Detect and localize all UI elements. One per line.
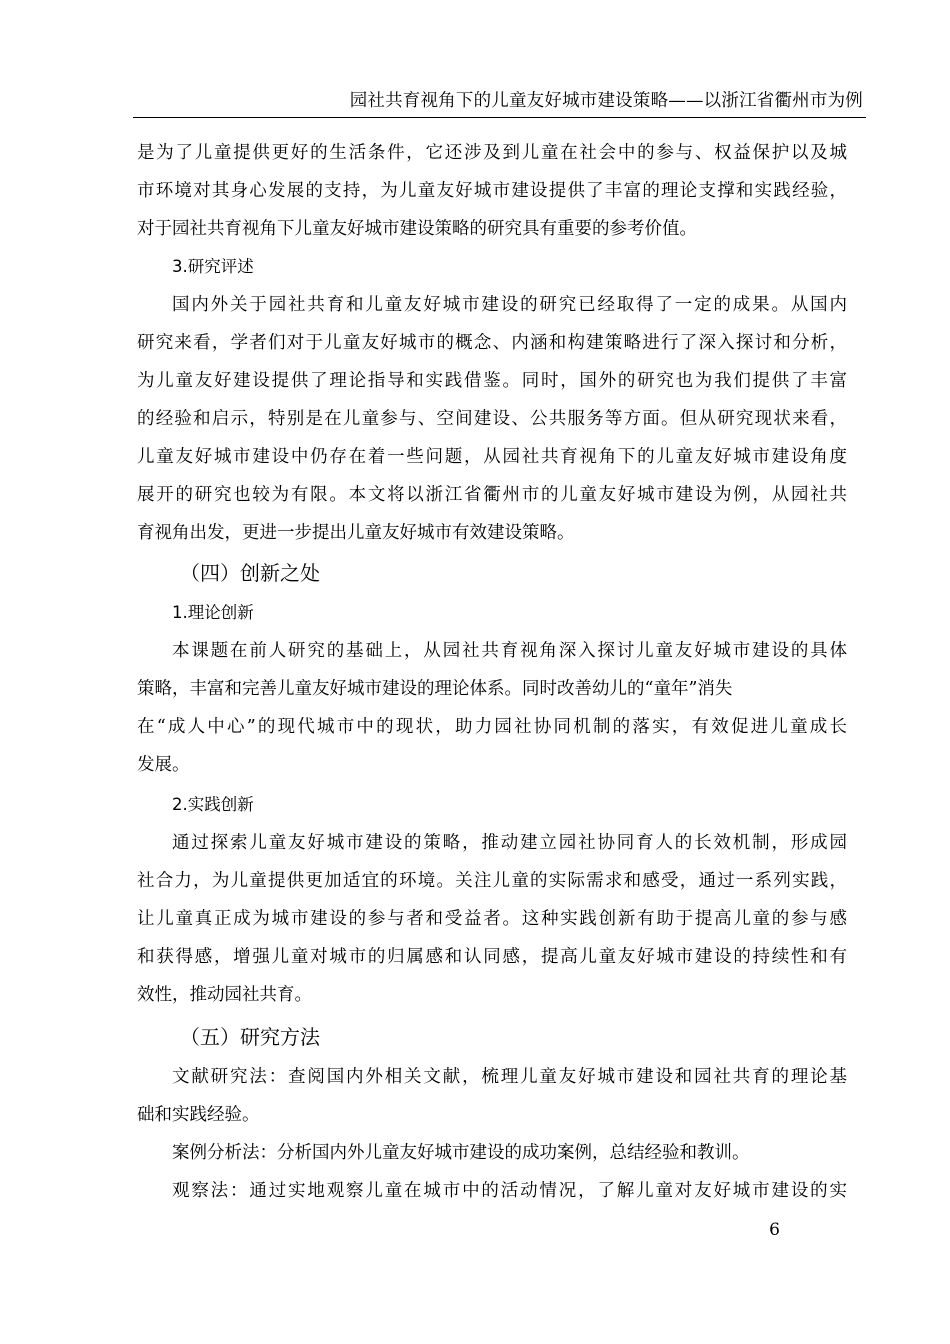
body-line: 在“成人中心”的现代城市中的现状，助力园社协同机制的落实，有效促进儿童成长: [137, 717, 847, 737]
subheading-practice-innovation: 2.实践创新: [172, 795, 254, 814]
subheading-theory-innovation: 1.理论创新: [172, 603, 254, 622]
body-line: 础和实践经验。: [137, 1105, 260, 1125]
section-heading-methods: （五）研究方法: [180, 1025, 320, 1049]
body-line: 策略，丰富和完善儿童友好城市建设的理论体系。同时改善幼儿的“童年”消失: [137, 679, 733, 699]
section-heading-innovation: （四）创新之处: [180, 561, 320, 585]
body-line: 对于园社共育视角下儿童友好城市建设策略的研究具有重要的参考价值。: [137, 219, 697, 239]
body-line: 儿童友好城市建设中仍存在着一些问题，从园社共育视角下的儿童友好城市建设角度: [137, 447, 847, 467]
subheading-research-review: 3.研究评述: [172, 257, 254, 276]
body-line: 研究来看，学者们对于儿童友好城市的概念、内涵和构建策略进行了深入探讨和分析，: [137, 333, 847, 353]
body-line: 文献研究法：查阅国内外相关文献，梳理儿童友好城市建设和园社共育的理论基: [172, 1067, 847, 1087]
body-line: 和获得感，增强儿童对城市的归属感和认同感，提高儿童友好城市建设的持续性和有: [137, 947, 847, 967]
body-line: 案例分析法：分析国内外儿童友好城市建设的成功案例，总结经验和教训。: [172, 1143, 750, 1163]
body-line: 市环境对其身心发展的支持，为儿童友好城市建设提供了丰富的理论支撑和实践经验，: [137, 181, 847, 201]
body-line: 通过探索儿童友好城市建设的策略，推动建立园社协同育人的长效机制，形成园: [172, 833, 847, 853]
body-line: 育视角出发，更进一步提出儿童友好城市有效建设策略。: [137, 523, 575, 543]
body-line: 发展。: [137, 755, 190, 775]
body-line: 的经验和启示，特别是在儿童参与、空间建设、公共服务等方面。但从研究现状来看，: [137, 409, 847, 429]
body-line: 是为了儿童提供更好的生活条件，它还涉及到儿童在社会中的参与、权益保护以及城: [137, 143, 847, 163]
running-header: 园社共育视角下的儿童友好城市建设策略——以浙江省衢州市为例: [349, 91, 863, 111]
body-line: 效性，推动园社共育。: [137, 985, 312, 1005]
header-divider: [133, 117, 866, 118]
body-line: 观察法：通过实地观察儿童在城市中的活动情况，了解儿童对友好城市建设的实: [172, 1181, 847, 1201]
body-line: 让儿童真正成为城市建设的参与者和受益者。这种实践创新有助于提高儿童的参与感: [137, 909, 847, 929]
body-line: 社合力，为儿童提供更加适宜的环境。关注儿童的实际需求和感受，通过一系列实践，: [137, 871, 847, 891]
body-line: 国内外关于园社共育和儿童友好城市建设的研究已经取得了一定的成果。从国内: [172, 295, 847, 315]
page-number: 6: [769, 1220, 780, 1240]
body-line: 为儿童友好建设提供了理论指导和实践借鉴。同时，国外的研究也为我们提供了丰富: [137, 371, 847, 391]
body-line: 本课题在前人研究的基础上，从园社共育视角深入探讨儿童友好城市建设的具体: [172, 641, 847, 661]
body-line: 展开的研究也较为有限。本文将以浙江省衢州市的儿童友好城市建设为例，从园社共: [137, 485, 847, 505]
